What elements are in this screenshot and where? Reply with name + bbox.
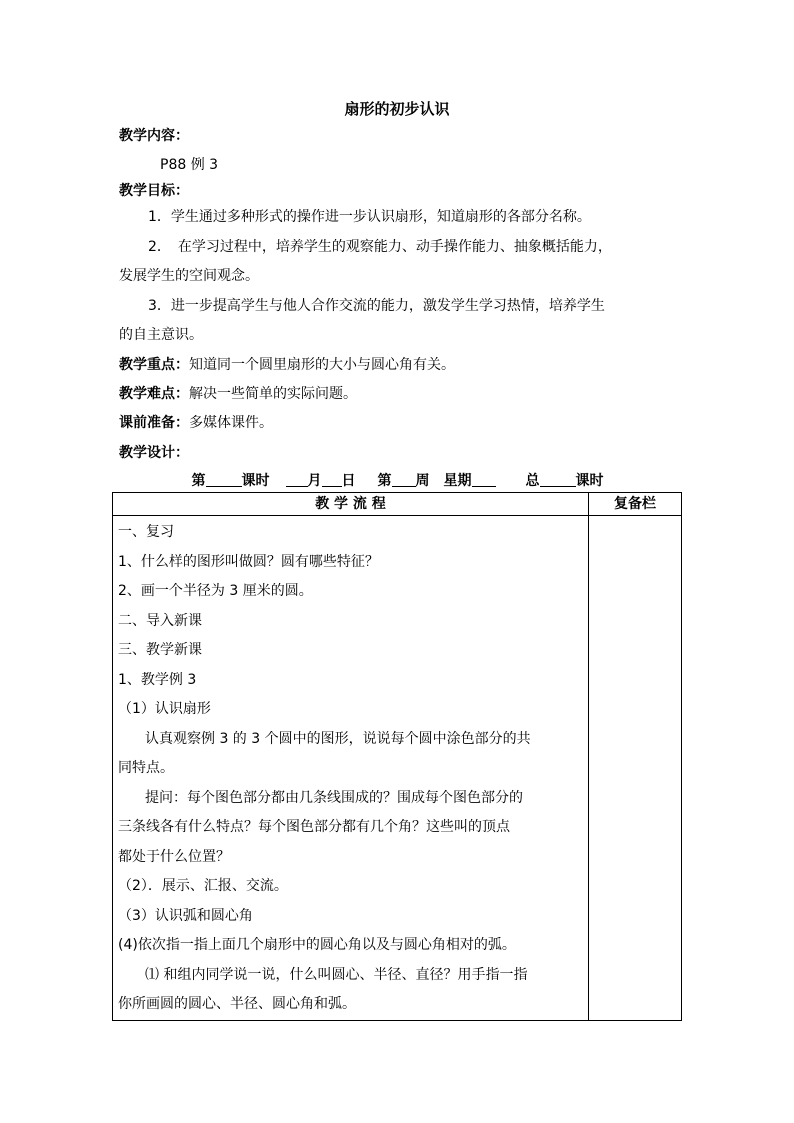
key-point xyxy=(119,354,679,376)
flow-line: 二、导入新课 xyxy=(118,612,202,629)
blank-weekday xyxy=(472,470,496,487)
goals-label: 教学目标： xyxy=(119,183,189,199)
flow-line: 三、教学新课 xyxy=(118,642,202,658)
lesson-month: 月 xyxy=(307,473,322,489)
key-label: 教学重点： xyxy=(119,357,189,373)
hard-value: 解决一些简单的实际问题。 xyxy=(189,386,357,402)
prep-value: 多媒体课件。 xyxy=(189,415,273,431)
flow-line: 你所画圆的圆心、半径、圆心角和弧。 xyxy=(118,996,356,1012)
flow-line: 都处于什么位置？ xyxy=(118,848,230,865)
lesson-keshi: 课时 xyxy=(241,473,270,489)
flow-line: 1、什么样的图形叫做圆？圆有哪些特征？ xyxy=(118,553,379,570)
flow-line: 一、复习 xyxy=(118,524,174,540)
flow-line: 同特点。 xyxy=(118,760,174,776)
flow-line: （1）认识扇形 xyxy=(118,701,211,717)
blank-total xyxy=(540,470,576,487)
blank-day xyxy=(322,470,342,487)
lesson-total: 总 xyxy=(525,473,540,489)
flow-line: 2、画一个半径为 3 厘米的圆。 xyxy=(118,583,313,599)
prep-label: 课前准备： xyxy=(119,415,189,431)
flow-line: 三条线各有什么特点？每个图色部分都有几个角？这些叫的顶点 xyxy=(118,819,510,835)
flow-line: （2）．展示、汇报、交流。 xyxy=(118,878,288,894)
lesson-weekday: 星期 xyxy=(443,473,472,489)
key-value: 知道同一个圆里扇形的大小与圆心角有关。 xyxy=(189,357,455,373)
goal-1: 1．学生通过多种形式的操作进一步认识扇形，知道扇形的各部分名称。 xyxy=(148,209,591,225)
flow-line: ⑴ 和组内同学说一说，什么叫圆心、半径、直径？用手指一指 xyxy=(145,966,528,983)
goal-2-line-2: 发展学生的空间观念。 xyxy=(119,268,259,284)
goal-2-line-1: 2． 在学习过程中，培养学生的观察能力、动手操作能力、抽象概括能力， xyxy=(148,239,612,255)
flow-line: 1、教学例 3 xyxy=(118,671,197,688)
lesson-day: 日 xyxy=(341,473,356,489)
hard-label: 教学难点： xyxy=(119,386,189,402)
lesson-keshi2: 课时 xyxy=(575,473,604,489)
goal-3-line-2: 的自主意识。 xyxy=(119,327,203,343)
review-notes-cell xyxy=(589,516,682,1021)
teaching-flow-table xyxy=(112,492,682,1021)
flow-line: 提问：每个图色部分都由几条线围成的？围成每个图色部分的 xyxy=(145,789,523,806)
content-label: 教学内容： xyxy=(119,128,189,144)
flow-line: （3）认识弧和圆心角 xyxy=(118,907,253,924)
difficult-point xyxy=(119,383,679,405)
teaching-flow-cell xyxy=(113,516,589,1021)
content-value: P88 例 3 xyxy=(160,157,219,173)
goal-3-line-1: 3．进一步提高学生与他人合作交流的能力，激发学生学习热情，培养学生 xyxy=(148,298,605,314)
preparation xyxy=(119,412,679,434)
flow-line: 认真观察例 3 的 3 个圆中的图形，说说每个圆中涂色部分的共 xyxy=(145,730,531,747)
design-label: 教学设计： xyxy=(119,445,189,461)
blank-month xyxy=(286,470,308,487)
lesson-week: 周 xyxy=(415,473,430,489)
blank-week xyxy=(392,470,416,487)
flow-line: (4)依次指一指上面几个扇形中的圆心角以及与圆心角相对的弧。 xyxy=(118,937,516,953)
header-review-column: 复备栏 xyxy=(589,493,682,516)
lesson-info-line xyxy=(110,470,685,492)
lesson-di: 第 xyxy=(191,473,206,489)
blank-lesson-number xyxy=(206,470,242,487)
lesson-di2: 第 xyxy=(377,473,392,489)
header-teaching-flow: 教 学 流 程 xyxy=(113,493,589,516)
page-title: 扇形的初步认识 xyxy=(344,100,450,118)
